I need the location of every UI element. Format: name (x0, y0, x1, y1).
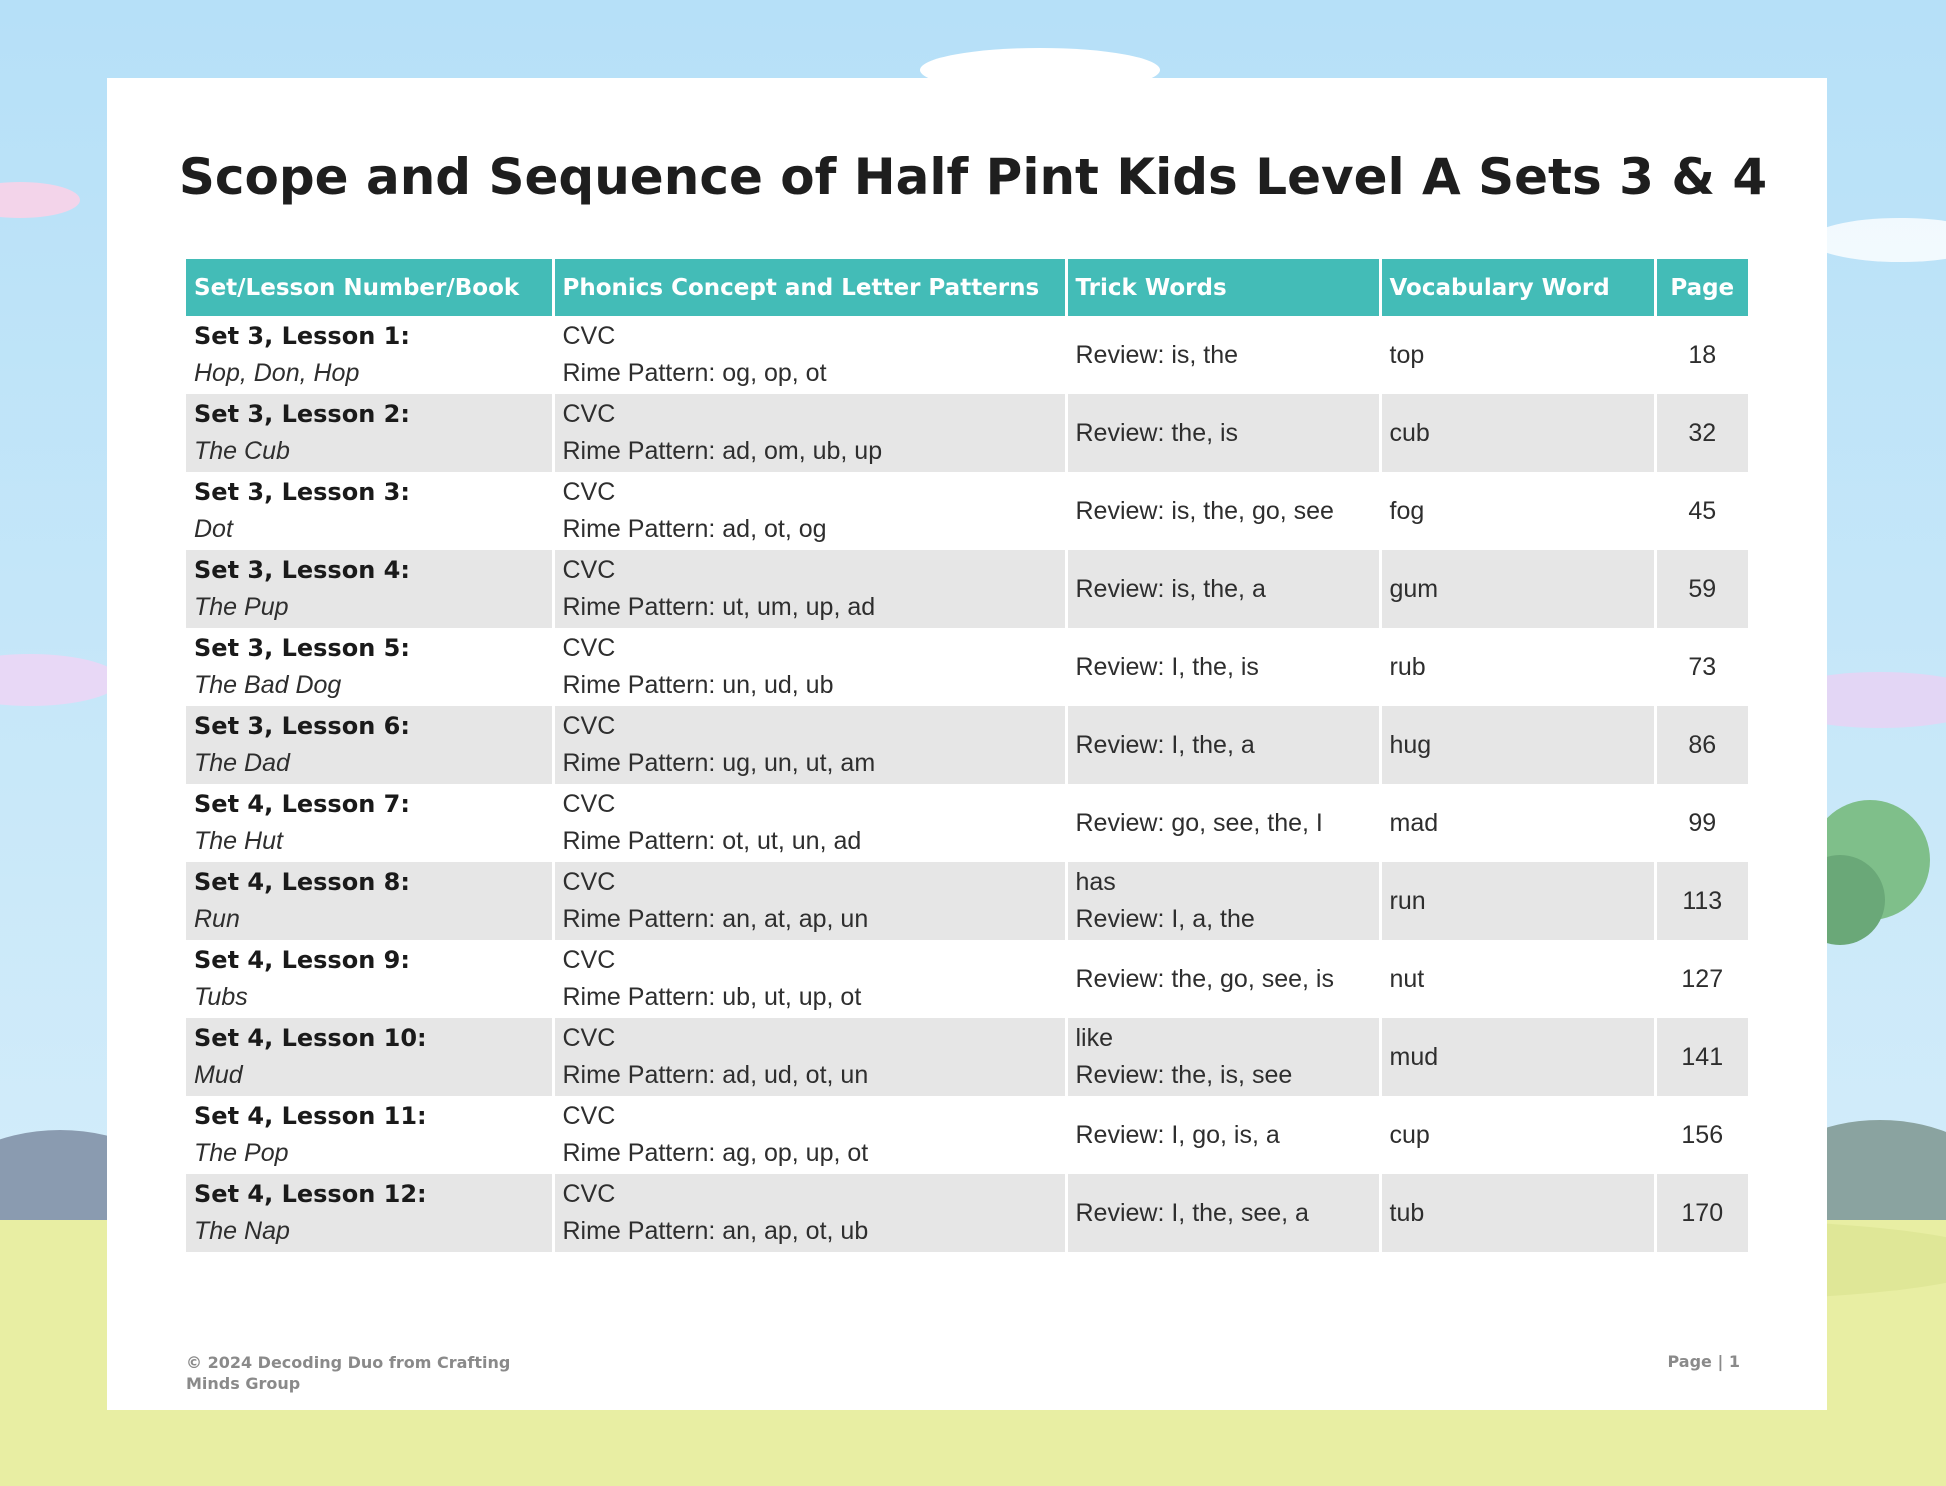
book-title: Run (194, 905, 240, 933)
cell-page: 113 (1655, 862, 1748, 940)
table-row (186, 628, 1748, 706)
cell-page: 99 (1688, 808, 1717, 837)
cell-phonics (553, 1096, 1066, 1174)
lesson-label: Set 3, Lesson 3: (194, 478, 410, 506)
lesson-label: Set 4, Lesson 9: (194, 946, 410, 974)
book-title: The Cub (194, 437, 290, 465)
phonics-line: Rime Pattern: an, ap, ot, ub (562, 1217, 869, 1245)
cell-page: 45 (1688, 496, 1717, 525)
cell-phonics (553, 706, 1066, 784)
table-row (186, 706, 1748, 784)
cell-vocabulary: cub (1380, 394, 1655, 472)
trick-word-line: Review: is, the, a (1075, 574, 1266, 603)
header-vocabulary: Vocabulary Word (1380, 259, 1655, 316)
book-title: Hop, Don, Hop (194, 359, 360, 387)
trick-word-line: Review: I, a, the (1075, 905, 1255, 933)
table-header-row (186, 259, 1748, 316)
lesson-label: Set 3, Lesson 2: (194, 400, 410, 428)
cell-set-lesson (186, 1018, 553, 1096)
page-title: Scope and Sequence of Half Pint Kids Level A Sets 3 & 4 (178, 148, 1768, 206)
cell-trick-words (1066, 550, 1380, 628)
book-title: The Dad (194, 749, 290, 777)
header-page: Page (1655, 259, 1748, 316)
phonics-line: Rime Pattern: og, op, ot (562, 359, 827, 387)
cell-page: 73 (1688, 652, 1717, 681)
cell-phonics (553, 1174, 1066, 1252)
lesson-label: Set 4, Lesson 10: (194, 1024, 427, 1052)
cell-set-lesson (186, 784, 553, 862)
cell-set-lesson (186, 706, 553, 784)
trick-word-line: Review: is, the, go, see (1075, 496, 1334, 525)
cell-set-lesson (186, 1096, 553, 1174)
table-row (186, 1096, 1748, 1174)
cell-trick-words (1066, 706, 1380, 784)
cell-phonics (553, 1018, 1066, 1096)
lesson-label: Set 3, Lesson 5: (194, 634, 410, 662)
book-title: Mud (194, 1061, 243, 1089)
cell-vocabulary: mud (1380, 1018, 1655, 1096)
trick-word-line: has (1075, 868, 1116, 896)
phonics-line: Rime Pattern: an, at, ap, un (562, 905, 869, 933)
trick-word-line: Review: the, is (1075, 418, 1239, 447)
phonics-line: Rime Pattern: ag, op, up, ot (562, 1139, 869, 1167)
phonics-line: Rime Pattern: ut, um, up, ad (562, 593, 876, 621)
phonics-line: Rime Pattern: ad, om, ub, up (562, 437, 883, 465)
cell-vocabulary: hug (1380, 706, 1655, 784)
phonics-line: Rime Pattern: ub, ut, up, ot (562, 983, 862, 1011)
cell-page: 156 (1681, 1120, 1724, 1149)
cell-trick-words (1066, 784, 1380, 862)
book-title: The Nap (194, 1217, 290, 1245)
cell-page: 32 (1655, 394, 1748, 472)
phonics-line: Rime Pattern: ug, un, ut, am (562, 749, 876, 777)
lesson-label: Set 3, Lesson 1: (194, 322, 410, 350)
cell-set-lesson (186, 472, 553, 550)
cell-vocabulary: gum (1380, 550, 1655, 628)
lesson-label: Set 3, Lesson 4: (194, 556, 410, 584)
phonics-line: CVC (562, 868, 616, 896)
cell-phonics (553, 472, 1066, 550)
book-title: Tubs (194, 983, 248, 1011)
footer-copyright: © 2024 Decoding Duo from Crafting Minds Group (186, 1353, 511, 1393)
lesson-label: Set 4, Lesson 11: (194, 1102, 427, 1130)
table-row (186, 784, 1748, 862)
cell-vocabulary: fog (1380, 472, 1655, 550)
table-body (186, 316, 1748, 1252)
book-title: Dot (194, 515, 233, 543)
phonics-line: CVC (562, 712, 616, 740)
lesson-label: Set 4, Lesson 8: (194, 868, 410, 896)
cell-phonics (553, 550, 1066, 628)
header-trick-words: Trick Words (1066, 259, 1380, 316)
phonics-line: CVC (562, 322, 616, 350)
cell-vocabulary: tub (1380, 1174, 1655, 1252)
cell-set-lesson (186, 550, 553, 628)
cell-trick-words (1066, 316, 1380, 394)
cell-vocabulary: run (1380, 862, 1655, 940)
phonics-line: CVC (562, 1024, 616, 1052)
phonics-line: CVC (562, 634, 616, 662)
cell-vocabulary: nut (1380, 940, 1655, 1018)
cell-trick-words (1066, 1174, 1380, 1252)
phonics-line: CVC (562, 946, 616, 974)
cell-page: 59 (1655, 550, 1748, 628)
trick-word-line: Review: the, go, see, is (1075, 964, 1334, 993)
cell-set-lesson (186, 1174, 553, 1252)
cell-trick-words (1066, 940, 1380, 1018)
cell-set-lesson (186, 940, 553, 1018)
scope-sequence-table (186, 259, 1748, 1252)
cell-page: 141 (1655, 1018, 1748, 1096)
phonics-line: Rime Pattern: ad, ot, og (562, 515, 827, 543)
phonics-line: Rime Pattern: ad, ud, ot, un (562, 1061, 869, 1089)
cell-set-lesson (186, 394, 553, 472)
cell-trick-words (1066, 628, 1380, 706)
header-set-lesson: Set/Lesson Number/Book (186, 259, 553, 316)
cell-page: 170 (1655, 1174, 1748, 1252)
lesson-label: Set 4, Lesson 12: (194, 1180, 427, 1208)
phonics-line: CVC (562, 400, 616, 428)
cell-phonics (553, 940, 1066, 1018)
cell-phonics (553, 628, 1066, 706)
book-title: The Bad Dog (194, 671, 342, 699)
trick-word-line: Review: I, the, a (1075, 730, 1255, 759)
book-title: The Pop (194, 1139, 289, 1167)
book-title: The Pup (194, 593, 289, 621)
cell-phonics (553, 784, 1066, 862)
lesson-label: Set 4, Lesson 7: (194, 790, 410, 818)
cell-set-lesson (186, 862, 553, 940)
cell-page: 86 (1655, 706, 1748, 784)
phonics-line: CVC (562, 556, 616, 584)
trick-word-line: Review: is, the (1075, 340, 1239, 369)
cell-set-lesson (186, 628, 553, 706)
phonics-line: Rime Pattern: ot, ut, un, ad (562, 827, 862, 855)
cell-trick-words (1066, 1096, 1380, 1174)
trick-word-line: Review: I, the, is (1075, 652, 1259, 681)
cell-vocabulary: top (1380, 316, 1655, 394)
phonics-line: Rime Pattern: un, ud, ub (562, 671, 834, 699)
table-row (186, 472, 1748, 550)
cell-page: 127 (1681, 964, 1724, 993)
cell-vocabulary: mad (1380, 784, 1655, 862)
phonics-line: CVC (562, 1180, 616, 1208)
cell-vocabulary: cup (1380, 1096, 1655, 1174)
trick-word-line: Review: go, see, the, I (1075, 808, 1323, 837)
trick-word-line: Review: I, go, is, a (1075, 1120, 1280, 1149)
footer-page-number: Page | 1 (1667, 1352, 1740, 1371)
cell-trick-words (1066, 862, 1380, 940)
table-row (186, 1174, 1748, 1252)
table-row (186, 1018, 1748, 1096)
phonics-line: CVC (562, 1102, 616, 1130)
trick-word-line: Review: the, is, see (1075, 1061, 1293, 1089)
phonics-line: CVC (562, 478, 616, 506)
book-title: The Hut (194, 827, 283, 855)
table-row (186, 862, 1748, 940)
cell-page: 18 (1688, 340, 1717, 369)
trick-word-line: like (1075, 1024, 1114, 1052)
header-phonics: Phonics Concept and Letter Patterns (553, 259, 1066, 316)
cell-phonics (553, 394, 1066, 472)
table-row (186, 550, 1748, 628)
table-row (186, 316, 1748, 394)
lesson-label: Set 3, Lesson 6: (194, 712, 410, 740)
trick-word-line: Review: I, the, see, a (1075, 1198, 1309, 1227)
cell-trick-words (1066, 394, 1380, 472)
cell-vocabulary: rub (1380, 628, 1655, 706)
cell-phonics (553, 316, 1066, 394)
cell-set-lesson (186, 316, 553, 394)
cell-phonics (553, 862, 1066, 940)
phonics-line: CVC (562, 790, 616, 818)
cell-trick-words (1066, 472, 1380, 550)
table-row (186, 394, 1748, 472)
table-row (186, 940, 1748, 1018)
cell-trick-words (1066, 1018, 1380, 1096)
